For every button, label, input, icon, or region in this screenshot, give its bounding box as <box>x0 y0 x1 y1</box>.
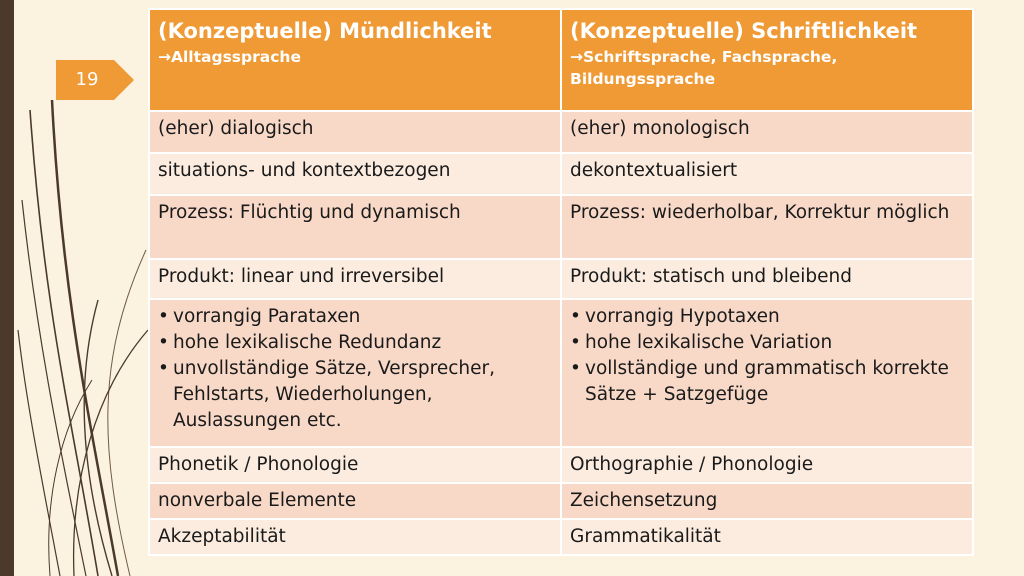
table-row <box>149 483 973 519</box>
table-cell: Grammatikalität <box>561 519 973 555</box>
table-cell: Produkt: statisch und bleibend <box>561 259 973 299</box>
bullet-list <box>570 304 964 408</box>
table-cell: Phonetik / Phonologie <box>149 447 561 483</box>
header-title: (Konzeptuelle) Schriftlichkeit <box>570 19 918 43</box>
table-cell: (eher) dialogisch <box>149 111 561 153</box>
table-cell: Zeichensetzung <box>561 483 973 519</box>
slide-number-tab <box>56 60 134 100</box>
list-item: • hohe lexikalische Redundanz <box>158 330 552 356</box>
header-title: (Konzeptuelle) Mündlichkeit <box>158 19 492 43</box>
list-item: • vollständige und grammatisch korrekte Sätze + Satzgefüge <box>570 356 964 408</box>
table-cell <box>561 299 973 447</box>
table-cell: Prozess: Flüchtig und dynamisch <box>149 195 561 259</box>
list-item: • hohe lexikalische Variation <box>570 330 964 356</box>
table-row <box>149 447 973 483</box>
table-cell: dekontextualisiert <box>561 153 973 195</box>
table-cell <box>149 299 561 447</box>
header-cell-schriftlichkeit <box>561 9 973 111</box>
table-row <box>149 259 973 299</box>
table-cell: nonverbale Elemente <box>149 483 561 519</box>
table-cell: situations- und kontextbezogen <box>149 153 561 195</box>
table-row <box>149 519 973 555</box>
table-row <box>149 111 973 153</box>
bullet-list <box>158 304 552 434</box>
table-row <box>149 299 973 447</box>
header-subtitle: →Alltagssprache <box>158 48 301 66</box>
table-cell: Produkt: linear und irreversibel <box>149 259 561 299</box>
table-row <box>149 153 973 195</box>
list-item: • vorrangig Hypotaxen <box>570 304 964 330</box>
table-cell: Orthographie / Phonologie <box>561 447 973 483</box>
table-header-row <box>149 9 973 111</box>
comparison-table <box>148 8 974 556</box>
list-item: • unvollständige Sätze, Versprecher, Fehlstarts, Wiederholungen, Auslassungen etc. <box>158 356 552 434</box>
header-subtitle: →Schriftsprache, Fachsprache, Bildungssprache <box>570 48 838 88</box>
list-item: • vorrangig Parataxen <box>158 304 552 330</box>
table-cell: Akzeptabilität <box>149 519 561 555</box>
table-cell: Prozess: wiederholbar, Korrektur möglich <box>561 195 973 259</box>
slide-number: 19 <box>75 69 99 90</box>
table-row <box>149 195 973 259</box>
table-cell: (eher) monologisch <box>561 111 973 153</box>
header-cell-muendlichkeit <box>149 9 561 111</box>
